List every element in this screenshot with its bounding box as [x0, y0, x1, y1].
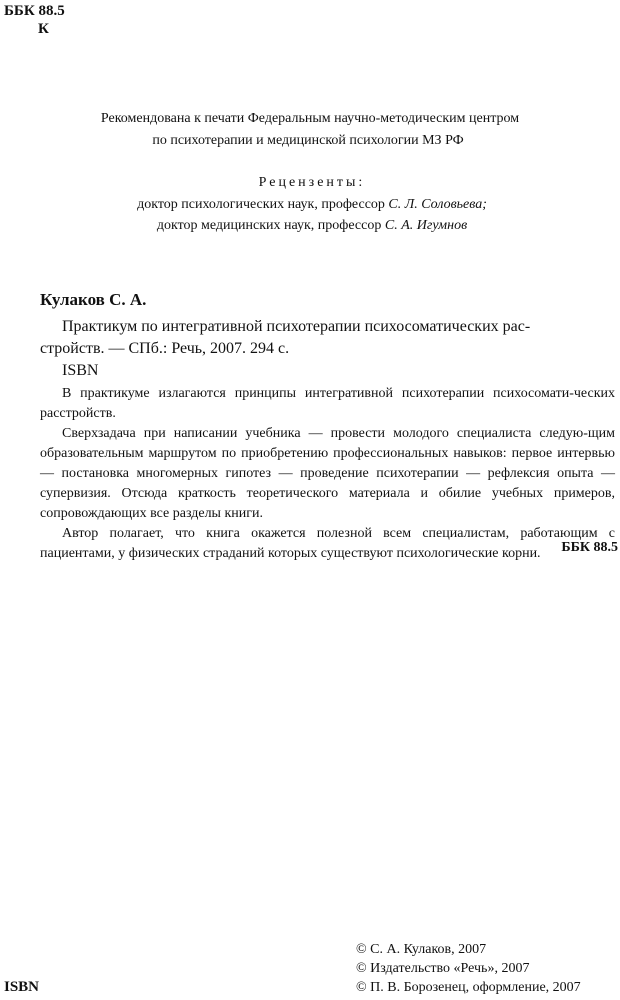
footer-isbn: ISBN	[4, 979, 40, 995]
abstract-paragraph-2: Сверхзадача при написании учебника — провести молодого специалиста следую-щим образовательным маршрутом по приобретению профессиональных навыков: первое интервью — постановка многомерных гипотез — проведение психотерапии — рефлексия опыта — супервизия. Отсюда краткость теоретического материала и обилие учебных примеров, сопровождающих все разделы книги.	[40, 426, 615, 521]
recommendation-line-2: по психотерапии и медицинской психологии МЗ РФ	[152, 133, 464, 148]
abstract-paragraph-3: Автор полагает, что книга окажется полезной всем специалистам, работающим с пациентами, у физических страданий которых существуют психологические корни.	[40, 526, 615, 561]
copyright-design: © П. В. Борозенец, оформление, 2007	[356, 980, 581, 995]
reviewer-2	[2, 215, 620, 236]
catalog-title-line-2: стройств. — СПб.: Речь, 2007. 294 с.	[40, 340, 290, 357]
author-mark: К	[38, 21, 49, 37]
catalog-isbn: ISBN	[62, 362, 99, 379]
reviewer-1-name: С. Л. Соловьева;	[388, 197, 487, 212]
copyright-publisher: © Издательство «Речь», 2007	[356, 961, 530, 976]
copyright-author: © С. А. Кулаков, 2007	[356, 942, 487, 957]
reviewer-1	[2, 194, 620, 215]
reviewers-heading: Рецензенты:	[258, 175, 366, 190]
abstract-bbk: ББК 88.5	[561, 540, 618, 555]
recommendation-line-1: Рекомендована к печати Федеральным научно-методическим центром	[100, 111, 520, 126]
abstract-paragraph-1: В практикуме излагаются принципы интегративной психотерапии психосомати-ческих расстройств.	[40, 386, 615, 421]
bbk-code: ББК 88.5	[4, 3, 65, 19]
reviewer-2-name: С. А. Игумнов	[384, 218, 468, 233]
reviewer-2-title: доктор медицинских наук, профессор	[156, 218, 385, 233]
reviewer-1-title: доктор психологических наук, профессор	[137, 197, 389, 212]
abstract	[40, 384, 615, 564]
catalog-author: Кулаков С. А.	[40, 290, 147, 309]
catalog-title-line-1: Практикум по интегративной психотерапии психосоматических рас-	[62, 318, 531, 335]
copyright-block	[356, 940, 581, 997]
